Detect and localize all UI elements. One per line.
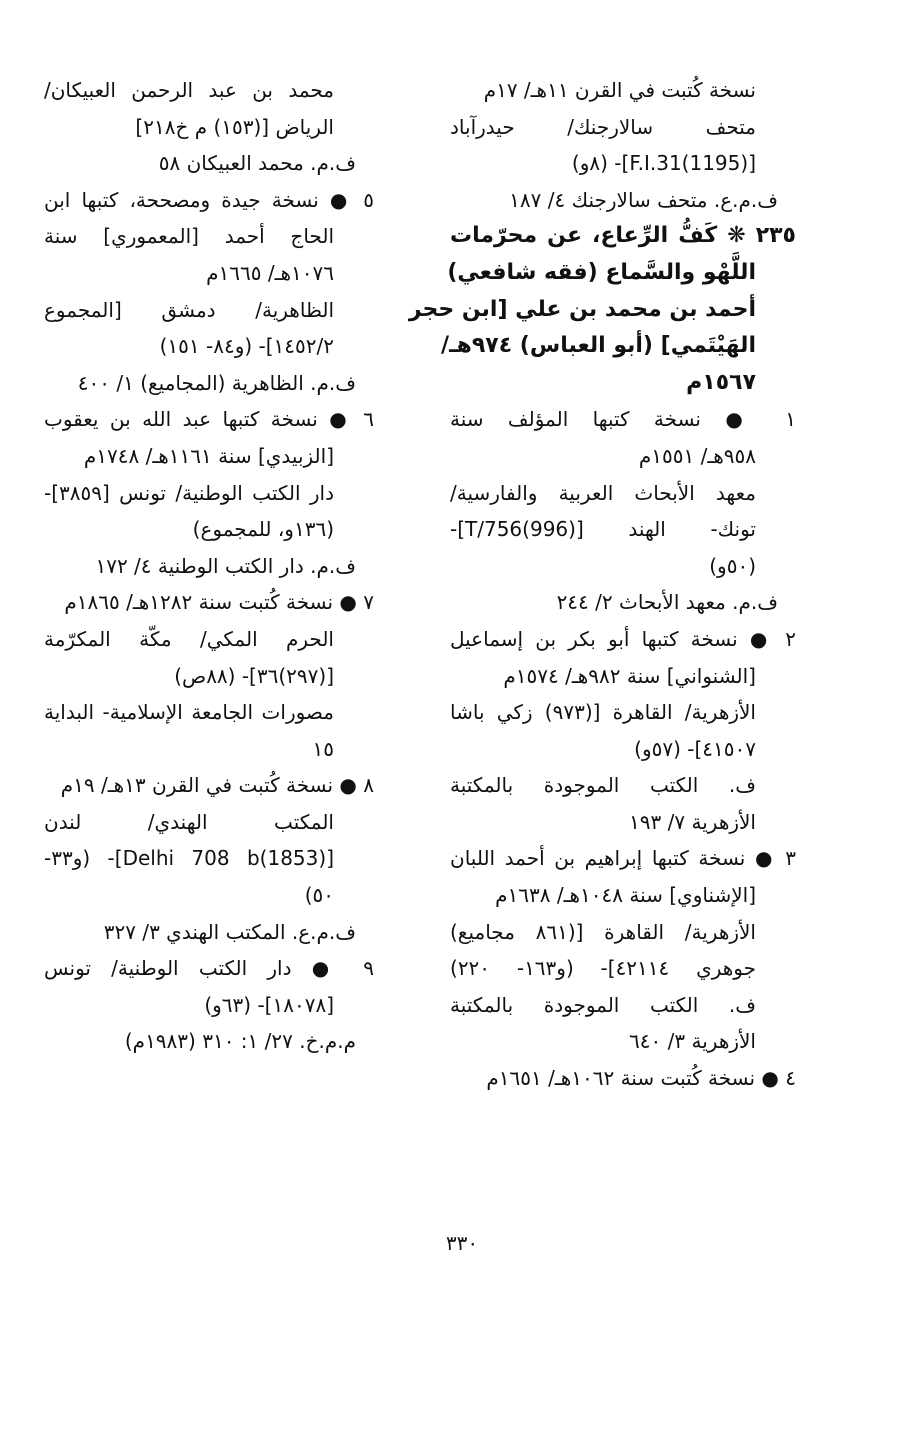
text-line: المكتب الهندي/ لندن [44, 809, 334, 834]
text-line: ف.م.ع. متحف سالارجنك ٤/ ١٨٧ [509, 187, 778, 212]
manuscript-item: ٩ ● دار الكتب الوطنية/ تونس [44, 956, 374, 981]
manuscript-item: ٣ ● نسخة كتبها إبراهيم بن أحمد اللبان [450, 846, 796, 871]
text-line: ١٤٥٢/٢]- (و٨٤- ١٥١) [159, 334, 334, 359]
text-line: متحف سالارجنك/ حيدرآباد [450, 114, 756, 139]
manuscript-item: ٧ ● نسخة كُتبت سنة ١٢٨٢هـ/ ١٨٦٥م [64, 590, 374, 615]
text-line: تونك- الهند [(996)T/756]- [450, 517, 756, 542]
page-number: ٣٣٠ [445, 1231, 479, 1255]
text-line: الظاهرية/ دمشق [المجموع [44, 297, 334, 322]
manuscript-item: ١ ● نسخة كتبها المؤلف سنة [450, 407, 796, 432]
text-line: ١٥ [312, 736, 334, 761]
text-line: [الإشناوي] سنة ١٠٤٨هـ/ ١٦٣٨م [495, 883, 756, 908]
entry-author: الهَيْتَمي] (أبو العباس) ٩٧٤هـ/ [441, 333, 756, 359]
text-line: محمد بن عبد الرحمن العبيكان/ [44, 78, 334, 102]
entry-author: ١٥٦٧م [686, 369, 756, 395]
entry-title: اللَّهْو والسَّماع (فقه شافعي) [447, 259, 756, 285]
text-line: ٤١٥٠٧]- (٥٧و) [634, 736, 756, 761]
text-line: ١٠٧٦هـ/ ١٦٦٥م [206, 260, 334, 285]
text-line: (٥٠و) [709, 553, 756, 578]
text-line: [١٨٠٧٨]- (٦٣و) [204, 992, 334, 1017]
text-line: الأزهرية ٧/ ١٩٣ [629, 809, 756, 834]
text-line: دار الكتب الوطنية/ تونس [٣٨٥٩]- [44, 480, 334, 505]
text-line: ف. الكتب الموجودة بالمكتبة [450, 773, 756, 798]
text-line: مصورات الجامعة الإسلامية- البداية [44, 700, 334, 725]
text-line: الأزهرية ٣/ ٦٤٠ [629, 1029, 756, 1054]
text-line: نسخة كُتبت في القرن ١١هـ/ ١٧م [483, 78, 756, 102]
text-line: ف. الكتب الموجودة بالمكتبة [450, 992, 756, 1017]
text-line: الحرم المكي/ مكّة المكرّمة [44, 626, 334, 651]
text-line: الأزهرية/ القاهرة [(٨٦١ مجاميع) [450, 919, 756, 944]
left-column [44, 72, 374, 1060]
manuscript-item: ٤ ● نسخة كُتبت سنة ١٠٦٢هـ/ ١٦٥١م [486, 1066, 796, 1091]
right-column [408, 72, 796, 1097]
text-line: ف.م.ع. المكتب الهندي ٣/ ٣٢٧ [103, 919, 356, 944]
text-line: [(1195)F.I.31]- (٨و) [571, 151, 756, 176]
entry-title: ٢٣٥ ❋ كَفُّ الرِّعاع، عن محرّمات [450, 223, 796, 249]
manuscript-item: ٦ ● نسخة كتبها عبد الله بن يعقوب [44, 407, 374, 432]
text-line: الحاج أحمد [المعموري] سنة [44, 224, 334, 249]
text-line: [الزبيدي] سنة ١١٦١هـ/ ١٧٤٨م [83, 443, 334, 468]
manuscript-item: ٥ ● نسخة جيدة ومصححة، كتبها ابن [44, 187, 374, 212]
text-line: [الشنواني] سنة ٩٨٢هـ/ ١٥٧٤م [503, 663, 756, 688]
text-line: ف.م. محمد العبيكان ٥٨ [158, 151, 356, 176]
text-line: م.م.خ. ٢٧/ ١: ٣١٠ (١٩٨٣م) [124, 1029, 356, 1054]
text-line: ٩٥٨هـ/ ١٥٥١م [638, 443, 756, 468]
text-line: الرياض [(١٥٣) م خ٢١٨] [135, 114, 334, 139]
text-line: [(1853)Delhi 708 b]- (و٣٣- [44, 846, 334, 871]
manuscript-item: ٢ ● نسخة كتبها أبو بكر بن إسماعيل [450, 626, 796, 651]
text-line: ٥٠) [304, 883, 334, 908]
text-line: الأزهرية/ القاهرة [(٩٧٣) زكي باشا [450, 700, 756, 725]
manuscript-item: ٨ ● نسخة كُتبت في القرن ١٣هـ/ ١٩م [60, 773, 374, 798]
text-line: ف.م. دار الكتب الوطنية ٤/ ١٧٢ [95, 553, 356, 578]
text-line: (١٣٦و، للمجموع) [192, 517, 334, 542]
entry-author: أحمد بن محمد بن علي [ابن حجر [408, 296, 756, 322]
text-line: ف.م. معهد الأبحاث ٢/ ٢٤٤ [556, 590, 778, 615]
text-line: معهد الأبحاث العربية والفارسية/ [450, 480, 756, 505]
text-line: [(٢٩٧)٣٦]- (٨٨ص) [174, 663, 334, 688]
text-line: ف.م. الظاهرية (المجاميع) ١/ ٤٠٠ [77, 370, 356, 395]
text-line: جوهري ٤٢١١٤]- (و١٦٣- ٢٢٠) [450, 956, 756, 981]
